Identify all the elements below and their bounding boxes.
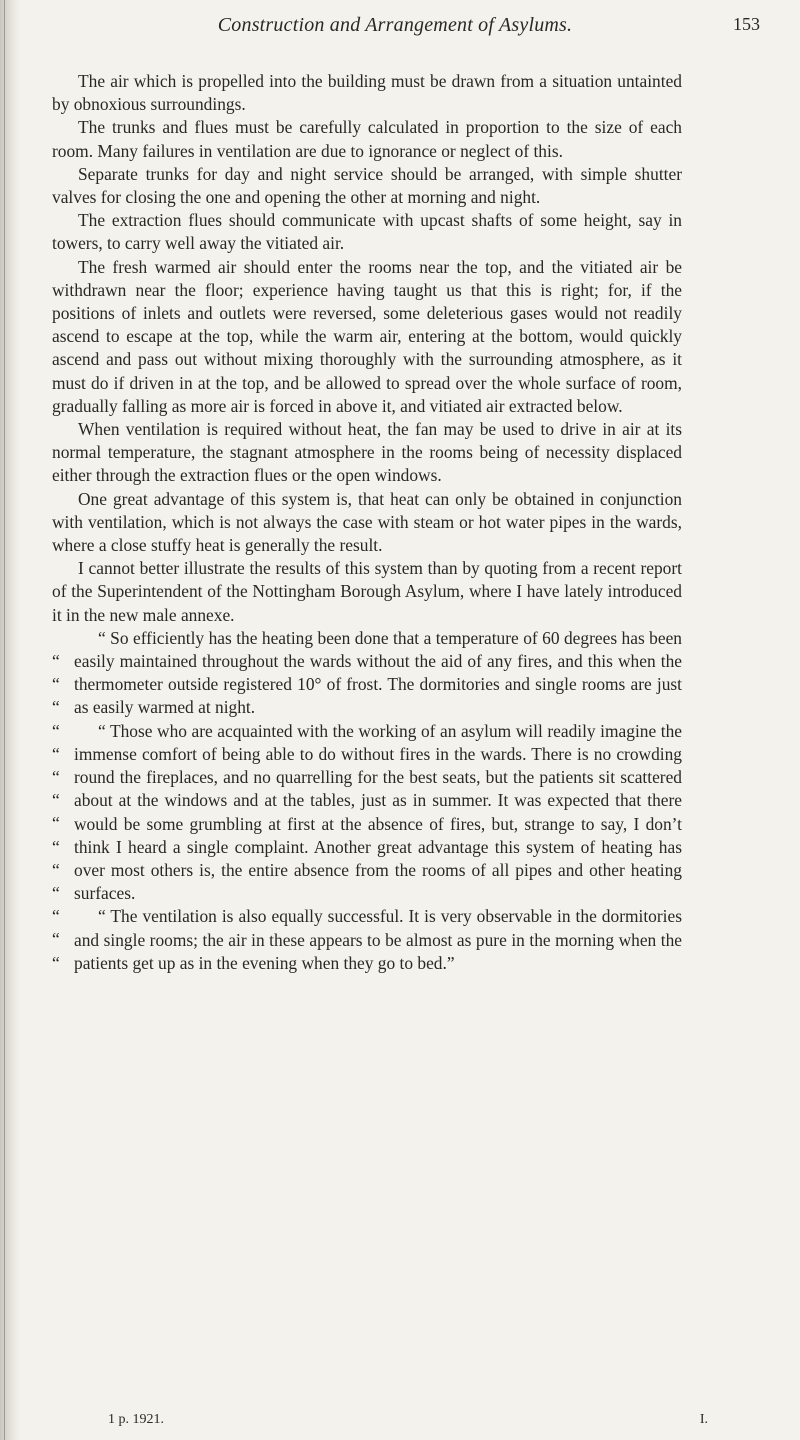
quote-margin-mark: “ <box>52 651 60 672</box>
quote-paragraph: “ The ventilation is also equally successful. It is very observable in the dormitories and single rooms; the air in these appears to be almost as pure in the morning when the patients get up as in the evening when they go to bed.” <box>74 906 682 973</box>
paragraph: The air which is propelled into the building must be drawn from a situation untainted by obnoxious surroundings. <box>52 71 682 115</box>
page-binding-edge <box>0 0 20 1440</box>
paragraph: The extraction flues should communicate with upcast shafts of some height, say in towers, to carry well away the vitiated air. <box>52 210 682 254</box>
quote-margin-mark: “ <box>52 883 60 904</box>
page-header <box>80 14 760 42</box>
quote-margin-mark: “ <box>52 813 60 834</box>
page-footer <box>108 1412 708 1428</box>
paragraph: The trunks and flues must be carefully calculated in proportion to the size of each room. Many failures in ventilation are due to ignorance or neglect of this. <box>52 117 682 161</box>
quote-margin-mark: “ <box>52 859 60 880</box>
binding-rule <box>4 0 5 1440</box>
paragraph: One great advantage of this system is, that heat can only be obtained in conjunction with ventilation, which is not always the case with steam or hot water pipes in the wards, where a close stuffy heat is generally the result. <box>52 488 682 556</box>
paragraph: I cannot better illustrate the results of this system than by quoting from a recent report of the Superintendent of the Nottingham Borough Asylum, where I have lately introduced it in the new male annexe. <box>52 558 682 625</box>
page-number: 153 <box>733 14 760 34</box>
paragraph: Separate trunks for day and night service should be arranged, with simple shutter valves for closing the one and opening the other at morning and night. <box>52 163 682 208</box>
quote-paragraph: “ So efficiently has the heating been done that a temperature of 60 degrees has been easily maintained throughout the wards without the aid of any fires, and this when the thermometer outside registered 10° of frost. The dormitories and single rooms are just as easily warmed at night. <box>74 627 682 718</box>
quote-margin-mark: “ <box>52 720 60 741</box>
paragraph: When ventilation is required without heat, the fan may be used to drive in air at its normal temperature, the stagnant atmosphere in the rooms being of necessity displaced either through the extraction flues or the open windows. <box>52 419 682 486</box>
quote-margin-mark: “ <box>52 929 60 950</box>
paragraph: The fresh warmed air should enter the rooms near the top, and the vitiated air be withdrawn near the floor; experience having taught us that this is right; for, if the positions of inlets and outlets were reversed, some deleterious gases would not readily ascend to escape at the top, while the warm air, entering at the bottom, would quickly ascend and pass out without mixing thoroughly with the surrounding atmosphere, as it must do if driven in at the top, and be allowed to spread over the whole surface of room, gradually falling as more air is forced in above it, and vitiated air extracted below. <box>52 256 682 416</box>
quote-paragraph: “ Those who are acquainted with the working of an asylum will readily imagine the immense comfort of being able to do without fires in the wards. There is no crowding round the fireplaces, and no quarrelling for the best seats, but the patients sit scattered about at the windows and at the tables, just as in summer. It was expected that there would be some grumbling at first at the absence of fires, but, strange to say, I don’t think I heard a single complaint. Another great advantage this system of heating has over most others is, the entire absence from the rooms of all pipes and other heating surfaces. <box>74 720 682 904</box>
running-title: Construction and Arrangement of Asylums. <box>217 14 573 36</box>
page-body <box>52 70 682 975</box>
signature-mark: I. <box>699 1412 708 1427</box>
quote-margin-mark: “ <box>52 952 60 973</box>
quote-margin-mark: “ <box>52 697 60 718</box>
quote-margin-mark: “ <box>52 790 60 811</box>
quote-margin-mark: “ <box>52 836 60 857</box>
quote-margin-mark: “ <box>52 674 60 695</box>
quote-margin-mark: “ <box>52 743 60 764</box>
signature-reference: 1 p. 1921. <box>108 1412 164 1427</box>
quoted-report <box>52 627 682 975</box>
quote-margin-mark: “ <box>52 767 60 788</box>
quote-margin-mark: “ <box>52 906 60 927</box>
